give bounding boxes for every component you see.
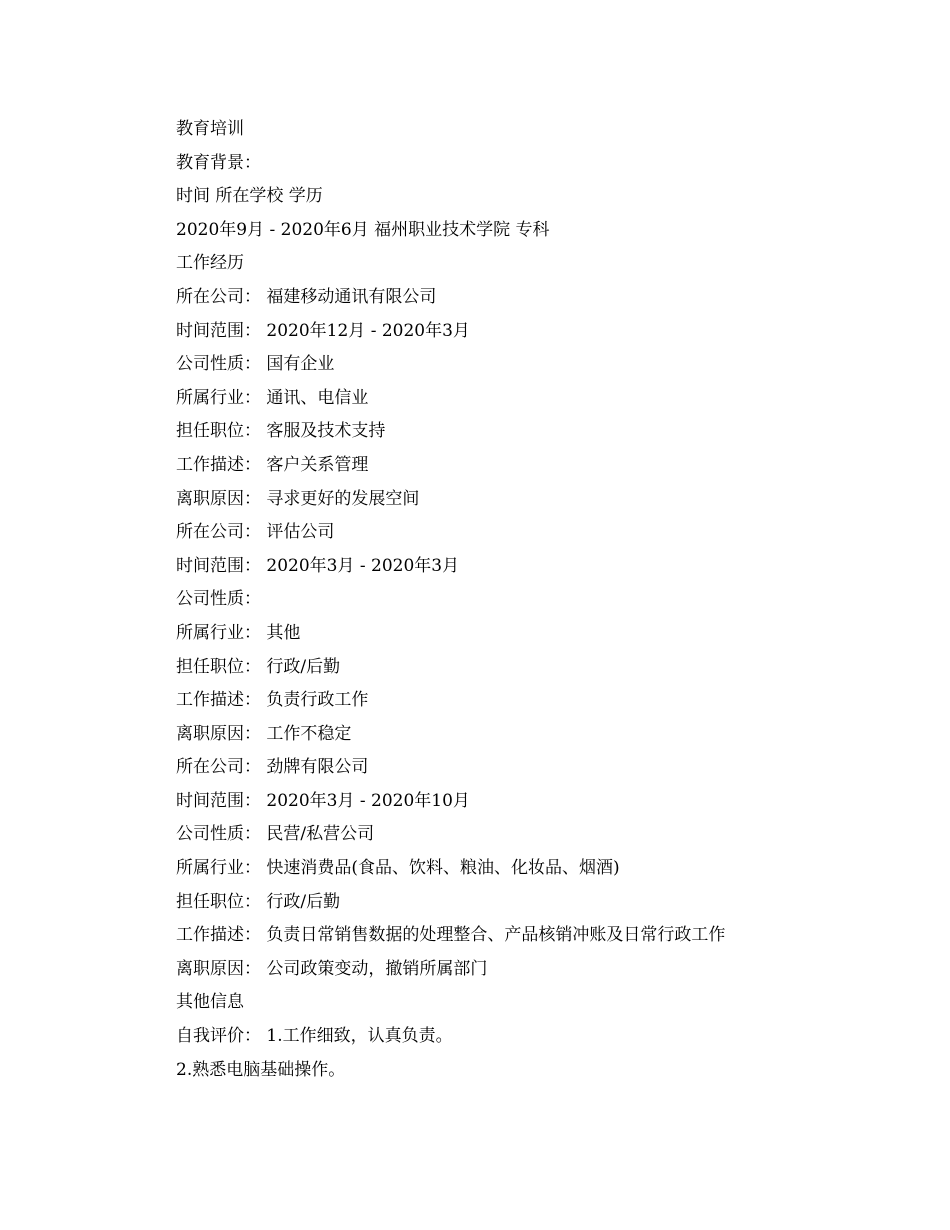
job2-company-type: 公司性质： — [176, 589, 261, 610]
education-table-header: 时间 所在学校 学历 — [176, 186, 323, 207]
job2-period: 时间范围： 2020年3月 - 2020年3月 — [176, 555, 460, 576]
job1-company-type: 公司性质： 国有企业 — [176, 354, 335, 375]
job3-description: 工作描述： 负责日常销售数据的处理整合、产品核销冲账及日常行政工作 — [176, 925, 726, 946]
job2-industry: 所属行业： 其他 — [176, 622, 301, 643]
education-background-label: 教育背景： — [176, 152, 261, 173]
education-entry: 2020年9月 - 2020年6月 福州职业技术学院 专科 — [176, 219, 550, 240]
section-heading-work-experience: 工作经历 — [176, 253, 244, 274]
job1-position: 担任职位： 客服及技术支持 — [176, 421, 386, 442]
job1-period: 时间范围： 2020年12月 - 2020年3月 — [176, 320, 470, 341]
job3-leaving-reason: 离职原因： 公司政策变动，撤销所属部门 — [176, 958, 488, 979]
job3-company: 所在公司： 劲牌有限公司 — [176, 757, 369, 778]
job2-company: 所在公司： 评估公司 — [176, 522, 335, 543]
job3-company-type: 公司性质： 民营/私营公司 — [176, 824, 375, 845]
job3-period: 时间范围： 2020年3月 - 2020年10月 — [176, 790, 470, 811]
job1-company: 所在公司： 福建移动通讯有限公司 — [176, 286, 437, 307]
job2-description: 工作描述： 负责行政工作 — [176, 690, 369, 711]
job2-leaving-reason: 离职原因： 工作不稳定 — [176, 723, 352, 744]
job1-industry: 所属行业： 通讯、电信业 — [176, 387, 369, 408]
self-evaluation-line-2: 2.熟悉电脑基础操作。 — [176, 1059, 346, 1080]
job3-position: 担任职位： 行政/后勤 — [176, 891, 341, 912]
section-heading-education-training: 教育培训 — [176, 119, 244, 139]
resume-document — [176, 113, 876, 1087]
job2-position: 担任职位： 行政/后勤 — [176, 656, 341, 677]
self-evaluation-line-1: 自我评价： 1.工作细致，认真负责。 — [176, 1026, 453, 1047]
section-heading-other-info: 其他信息 — [176, 992, 244, 1013]
job3-industry: 所属行业： 快速消费品(食品、饮料、粮油、化妆品、烟酒) — [176, 858, 620, 879]
job1-description: 工作描述： 客户关系管理 — [176, 454, 369, 475]
job1-leaving-reason: 离职原因： 寻求更好的发展空间 — [176, 488, 420, 509]
